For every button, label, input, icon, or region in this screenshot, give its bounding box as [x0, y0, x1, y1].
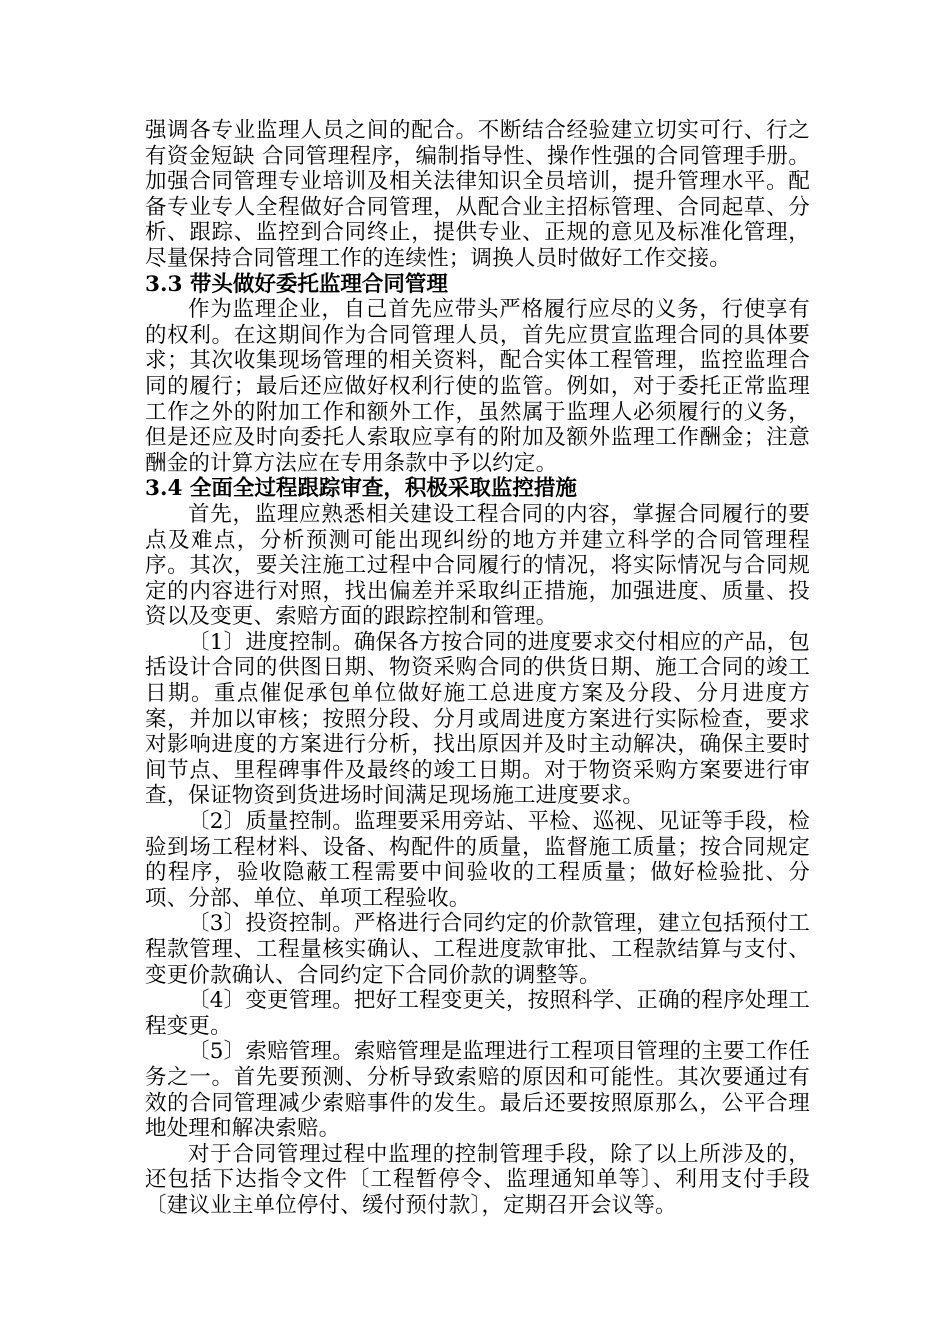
list-item-change-management: 〔4〕变更管理。把好工程变更关，按照科学、正确的程序处理工程变更。 — [145, 988, 810, 1039]
list-item-claim-management: 〔5〕索赔管理。索赔管理是监理进行工程项目管理的主要工作任务之一。首先要预测、分析导致索赔的原因和可能性。其次要通过有效的合同管理减少索赔事件的发生。最后还要按照原那么，公平合理地处理和解决索赔。 — [145, 1039, 810, 1142]
section-title: 带头做好委托监理合同管理 — [189, 271, 448, 297]
section-3-3-body: 作为监理企业，自己首先应带头严格履行应尽的义务，行使享有的权利。在这期间作为合同管理人员，首先应贯宣监理合同的具体要求；其次收集现场管理的相关资料，配合实体工程管理，监控监理合同的履行；最后还应做好权利行使的监管。例如，对于委托正常监理工作之外的附加工作和额外工作，虽然属于监理人必须履行的义务，但是还应及时向委托人索取应享有的附加及额外监理工作酬金；注意酬金的计算方法应在专用条款中予以约定。 — [145, 297, 810, 476]
document-page — [145, 118, 810, 1219]
section-heading-3-4 — [145, 476, 810, 502]
section-number: 3.3 — [145, 271, 183, 297]
list-item-investment-control: 〔3〕投资控制。严格进行合同约定的价款管理，建立包括预付工程款管理、工程量核实确认、工程进度款审批、工程款结算与支付、变更价款确认、合同约定下合同价款的调整等。 — [145, 911, 810, 988]
intro-paragraph: 强调各专业监理人员之间的配合。不断结合经验建立切实可行、行之有资金短缺 合同管理程序，编制指导性、操作性强的合同管理手册。加强合同管理专业培训及相关法律知识全员培训，提升管理水平。配备专业专人全程做好合同管理，从配合业主招标管理、合同起草、分析、跟踪、监控到合同终止，提供专业、正规的意见及标准化管理，尽量保持合同管理工作的连续性；调换人员时做好工作交接。 — [145, 118, 810, 271]
closing-paragraph: 对于合同管理过程中监理的控制管理手段，除了以上所涉及的，还包括下达指令文件〔工程暂停令、监理通知单等〕、利用支付手段〔建议业主单位停付、缓付预付款〕，定期召开会议等。 — [145, 1141, 810, 1218]
section-3-4-body: 首先，监理应熟悉相关建设工程合同的内容，掌握合同履行的要点及难点，分析预测可能出现纠纷的地方并建立科学的合同管理程序。其次，要关注施工过程中合同履行的情况，将实际情况与合同规定的内容进行对照，找出偏差并采取纠正措施，加强进度、质量、投资以及变更、索赔方面的跟踪控制和管理。 — [145, 501, 810, 630]
list-item-progress-control: 〔1〕进度控制。确保各方按合同的进度要求交付相应的产品，包括设计合同的供图日期、物资采购合同的供货日期、施工合同的竣工日期。重点催促承包单位做好施工总进度方案及分段、分月进度方案，并加以审核；按照分段、分月或周进度方案进行实际检查，要求对影响进度的方案进行分析，找出原因并及时主动解决，确保主要时间节点、里程碑事件及最终的竣工日期。对于物资采购方案要进行审查，保证物资到货进场时间满足现场施工进度要求。 — [145, 629, 810, 809]
list-item-quality-control: 〔2〕质量控制。监理要采用旁站、平检、巡视、见证等手段，检验到场工程材料、设备、构配件的质量，监督施工质量；按合同规定的程序，验收隐蔽工程需要中间验收的工程质量；做好检验批、分项、分部、单位、单项工程验收。 — [145, 809, 810, 911]
section-title: 全面全过程跟踪审查，积极采取监控措施 — [189, 476, 577, 502]
section-heading-3-3 — [145, 272, 810, 298]
section-number: 3.4 — [145, 476, 183, 502]
